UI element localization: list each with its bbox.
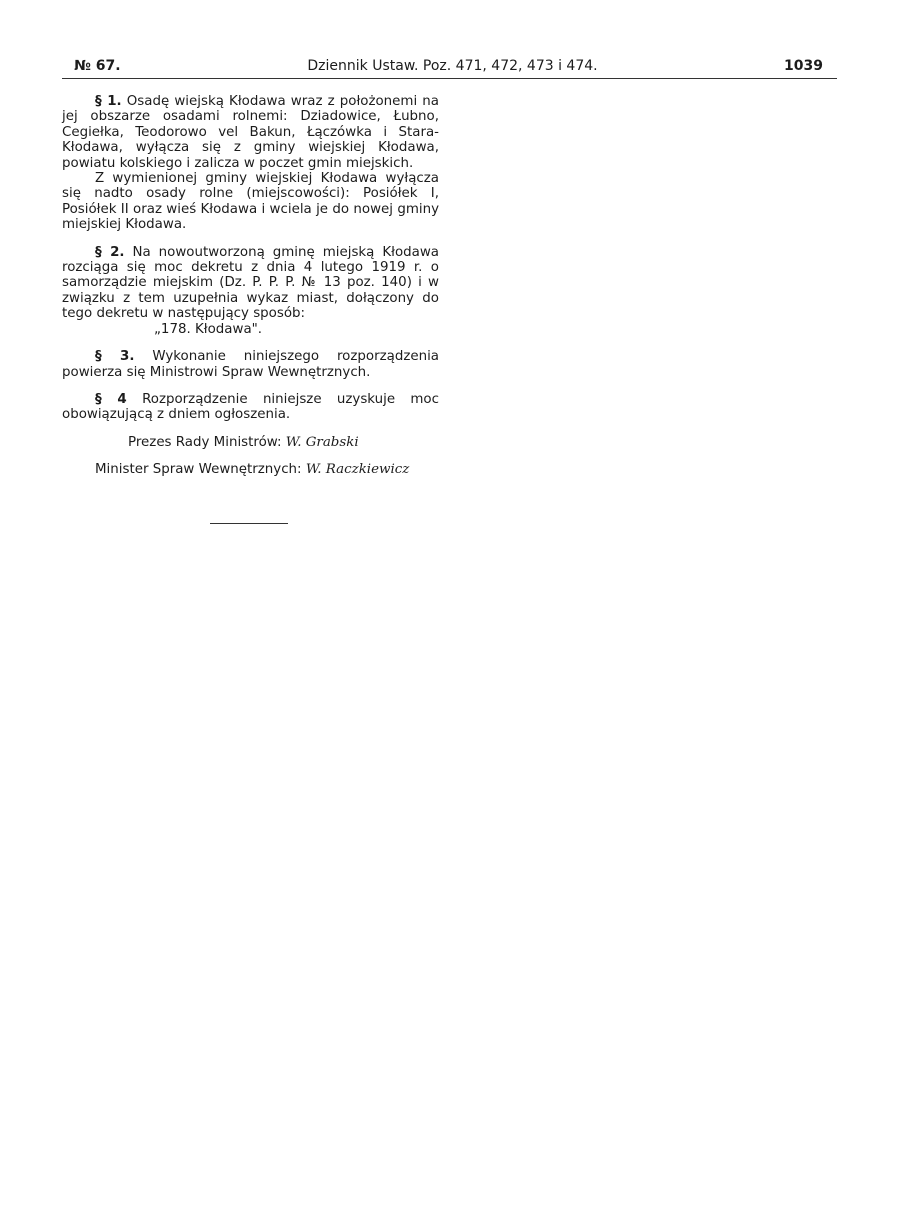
- closing-rule: [210, 523, 288, 524]
- section-mark: § 4: [95, 391, 127, 407]
- page-number: 1039: [784, 58, 823, 74]
- journal-title: Dziennik Ustaw. Poz. 471, 472, 473 i 474.: [307, 58, 598, 74]
- signature-prime-minister: [62, 435, 439, 450]
- signature-role: Minister Spraw Wewnętrznych:: [95, 462, 302, 478]
- section-mark: § 3.: [95, 349, 135, 365]
- paragraph-2: [62, 245, 439, 322]
- list-entry: „178. Kłodawa".: [154, 321, 263, 337]
- page-header: [62, 56, 837, 76]
- issue-number: № 67.: [74, 58, 121, 74]
- paragraph-text: Osadę wiejską Kłodawa wraz z położonemi na jej obszarze osadami rolnemi: Dziadowice, Łubno, Cegiełka, Teodorowo vel Bakun, Łączówka i Stara-Kłodawa, wyłącza się z gminy wiejskiej Kłodawa, powiatu kolskiego i zalicza w poczet gmin miejskich.: [62, 94, 439, 171]
- signature-name: W. Grabski: [285, 434, 359, 450]
- paragraph-1-continued: [62, 171, 439, 233]
- paragraph-text: Na nowoutworzoną gminę miejską Kłodawa rozciąga się moc dekretu z dnia 4 lutego 1919 r. o samorządzie miejskim (Dz. P. P. P. № 13 poz. 140) i w związku z tem uzupełnia wykaz miast, dołączony do tego dekretu w następujący sposób:: [62, 244, 439, 322]
- paragraph-text: Rozporządzenie niniejsze uzyskuje moc obowiązującą z dniem ogłoszenia.: [62, 391, 439, 423]
- signature-interior-minister: [62, 462, 439, 477]
- section-mark: § 2.: [95, 244, 125, 260]
- decree-text: [62, 94, 439, 478]
- paragraph-3: [62, 349, 439, 380]
- paragraph-1: [62, 94, 439, 171]
- paragraph-text: Wykonanie niniejszego rozporządzenia powierza się Ministrowi Spraw Wewnętrznych.: [62, 349, 439, 380]
- paragraph-text: Z wymienionej gminy wiejskiej Kłodawa wyłącza się nadto osady rolne (miejscowości): Posiółek I, Posiółek II oraz wieś Kłodawa i wciela je do nowej gminy miejskiej Kłodawa.: [62, 171, 439, 233]
- header-rule: [62, 78, 837, 79]
- signature-name: W. Raczkiewicz: [305, 462, 410, 478]
- paragraph-4: [62, 392, 439, 423]
- signature-role: Prezes Rady Ministrów:: [128, 434, 282, 450]
- section-mark: § 1.: [95, 94, 122, 109]
